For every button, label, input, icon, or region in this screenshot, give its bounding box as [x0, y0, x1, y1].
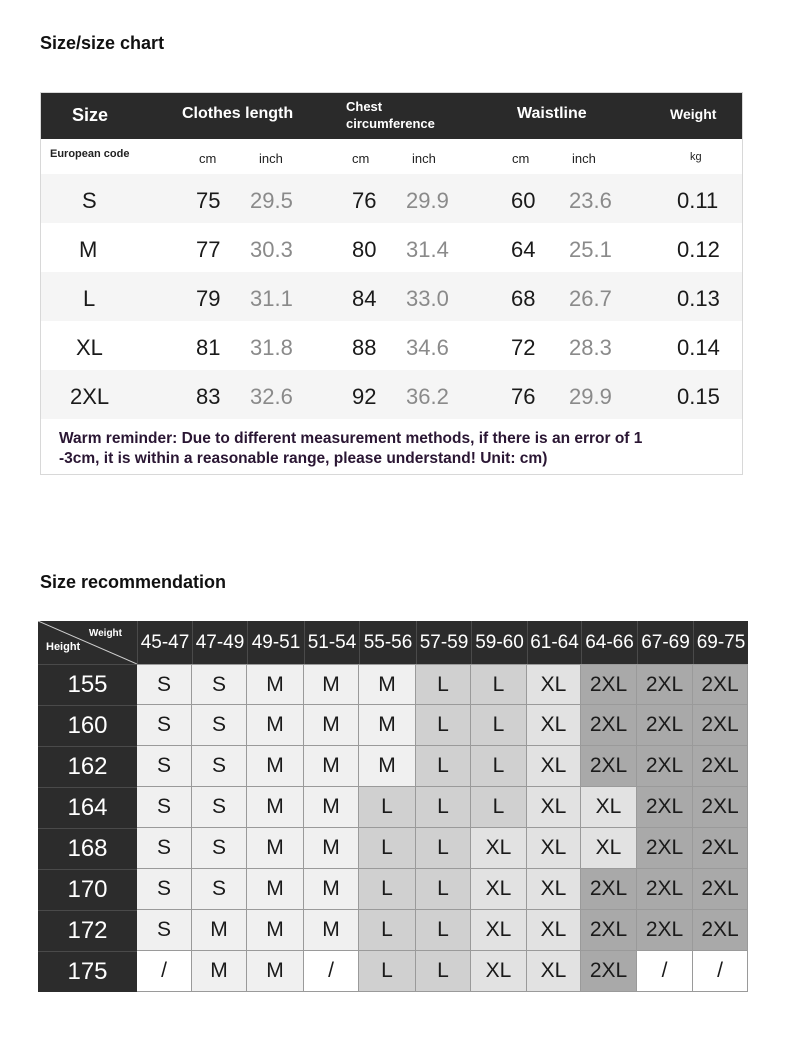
- size-chart-header: [41, 93, 742, 139]
- unit-kg: kg: [690, 151, 702, 163]
- size-recommendation-cell: M: [304, 787, 359, 828]
- size-recommendation-cell: M: [192, 910, 247, 951]
- size-recommendation-cell: /: [637, 951, 693, 992]
- chest-header-line2: circumference: [346, 116, 435, 131]
- size-recommendation-cell: L: [471, 705, 527, 746]
- size-recommendation-cell: L: [471, 746, 527, 787]
- size-recommendation-cell: 2XL: [693, 746, 748, 787]
- size-recommendation-cell: 2XL: [693, 787, 748, 828]
- size-recommendation-cell: L: [359, 910, 416, 951]
- size-recommendation-cell: XL: [527, 951, 581, 992]
- chest-cm: 76: [352, 188, 377, 213]
- weight-kg: 0.15: [677, 384, 720, 409]
- height-label: 155: [38, 664, 137, 705]
- size-recommendation-cell: 2XL: [637, 746, 693, 787]
- size-row: [41, 272, 742, 321]
- size-recommendation-cell: XL: [471, 910, 527, 951]
- waist-cm: 72: [511, 335, 536, 360]
- size-recommendation-cell: L: [416, 787, 471, 828]
- size-chart-title: Size/size chart: [40, 33, 165, 53]
- european-code-label: European code: [50, 148, 130, 160]
- size-recommendation-cell: L: [416, 910, 471, 951]
- weight-range-header: 47-49: [192, 621, 247, 664]
- weight-kg: 0.11: [677, 188, 719, 213]
- size-label: S: [82, 188, 97, 213]
- chest-inch: 33.0: [406, 286, 449, 311]
- weight-range-header: 49-51: [247, 621, 304, 664]
- size-recommendation-cell: XL: [581, 828, 637, 869]
- size-label: M: [79, 237, 98, 262]
- size-recommendation-cell: M: [304, 664, 359, 705]
- size-recommendation-cell: S: [192, 869, 247, 910]
- weight-range-header: 57-59: [416, 621, 471, 664]
- size-recommendation-cell: 2XL: [637, 910, 693, 951]
- size-recommendation-cell: 2XL: [693, 828, 748, 869]
- weight-range-header: 59-60: [471, 621, 527, 664]
- size-recommendation-cell: L: [359, 951, 416, 992]
- size-recommendation-cell: M: [247, 664, 304, 705]
- weight-range-header: 69-75: [693, 621, 748, 664]
- height-axis-label: Height: [46, 641, 81, 653]
- height-label: 160: [38, 705, 137, 746]
- size-recommendation-cell: S: [137, 869, 192, 910]
- weight-axis-label: Weight: [88, 628, 122, 639]
- size-recommendation-cell: XL: [471, 869, 527, 910]
- waist-cm: 60: [511, 188, 536, 213]
- weight-range-header: 61-64: [527, 621, 581, 664]
- size-recommendation-cell: L: [416, 705, 471, 746]
- size-recommendation-cell: M: [247, 869, 304, 910]
- size-recommendation-cell: L: [359, 787, 416, 828]
- size-recommendation-cell: S: [137, 828, 192, 869]
- chest-cm: 80: [352, 237, 377, 262]
- weight-range-header: 45-47: [137, 621, 192, 664]
- size-chart-table: [40, 92, 743, 475]
- size-recommendation-cell: 2XL: [581, 951, 637, 992]
- note-line-1: Warm reminder: Due to different measurement methods, if there is an error of 1: [59, 430, 643, 447]
- chest-inch: 36.2: [406, 384, 449, 409]
- size-recommendation-cell: M: [359, 746, 416, 787]
- size-label: 2XL: [70, 384, 110, 409]
- size-recommendation-cell: /: [304, 951, 359, 992]
- size-recommendation-cell: L: [416, 746, 471, 787]
- size-recommendation-cell: XL: [527, 664, 581, 705]
- size-recommendation-cell: XL: [527, 828, 581, 869]
- size-recommendation-cell: M: [304, 869, 359, 910]
- size-recommendation-cell: M: [247, 746, 304, 787]
- size-recommendation-cell: XL: [471, 828, 527, 869]
- size-recommendation-cell: S: [137, 746, 192, 787]
- unit-cm: cm: [352, 151, 370, 166]
- size-recommendation-cell: M: [304, 705, 359, 746]
- length-inch: 32.6: [250, 384, 293, 409]
- unit-inch: inch: [412, 151, 436, 166]
- size-recommendation-cell: 2XL: [693, 910, 748, 951]
- size-recommendation-cell: L: [471, 664, 527, 705]
- size-recommendation-cell: XL: [527, 869, 581, 910]
- size-recommendation-cell: L: [359, 869, 416, 910]
- weight-kg: 0.12: [677, 237, 720, 262]
- weight-range-header: 51-54: [304, 621, 359, 664]
- size-recommendation-cell: 2XL: [637, 869, 693, 910]
- size-recommendation-cell: 2XL: [581, 746, 637, 787]
- waist-inch: 29.9: [569, 384, 612, 409]
- height-label: 170: [38, 869, 137, 910]
- size-recommendation-cell: /: [693, 951, 748, 992]
- chest-inch: 31.4: [406, 237, 449, 262]
- size-recommendation-cell: 2XL: [581, 910, 637, 951]
- size-recommendation-cell: 2XL: [581, 664, 637, 705]
- size-row: [41, 321, 742, 370]
- size-recommendation-cell: 2XL: [581, 705, 637, 746]
- height-label: 168: [38, 828, 137, 869]
- size-recommendation-cell: M: [247, 705, 304, 746]
- size-recommendation-cell: S: [137, 910, 192, 951]
- waist-cm: 76: [511, 384, 536, 409]
- size-recommendation-cell: 2XL: [637, 828, 693, 869]
- weight-range-header: 55-56: [359, 621, 416, 664]
- length-cm: 77: [196, 237, 221, 262]
- size-recommendation-cell: M: [247, 910, 304, 951]
- size-recommendation-cell: S: [137, 705, 192, 746]
- size-recommendation-cell: S: [192, 787, 247, 828]
- size-recommendation-cell: M: [247, 951, 304, 992]
- size-recommendation-title: Size recommendation: [40, 572, 227, 592]
- size-recommendation-cell: S: [137, 787, 192, 828]
- size-recommendation-cell: M: [247, 787, 304, 828]
- size-recommendation-cell: M: [304, 910, 359, 951]
- size-recommendation-cell: XL: [527, 910, 581, 951]
- clothes-length-header: Clothes length: [182, 105, 294, 122]
- size-recommendation-cell: XL: [471, 951, 527, 992]
- size-recommendation-cell: 2XL: [693, 664, 748, 705]
- size-recommendation-cell: L: [416, 664, 471, 705]
- size-recommendation-cell: M: [247, 828, 304, 869]
- note-line-2: -3cm, it is within a reasonable range, please understand! Unit: cm): [59, 450, 548, 467]
- size-recommendation-cell: M: [359, 664, 416, 705]
- unit-inch: inch: [572, 151, 596, 166]
- size-recommendation-cell: 2XL: [693, 869, 748, 910]
- chest-inch: 29.9: [406, 188, 449, 213]
- length-inch: 30.3: [250, 237, 293, 262]
- size-recommendation-cell: XL: [527, 705, 581, 746]
- chest-cm: 84: [352, 286, 377, 311]
- weight-kg: 0.13: [677, 286, 720, 311]
- corner-header: [38, 621, 137, 664]
- size-label: XL: [76, 335, 103, 360]
- height-label: 162: [38, 746, 137, 787]
- size-row: [41, 370, 742, 419]
- unit-cm: cm: [512, 151, 530, 166]
- size-recommendation-cell: L: [416, 828, 471, 869]
- length-cm: 83: [196, 384, 221, 409]
- size-label: L: [83, 286, 96, 311]
- size-recommendation-cell: M: [359, 705, 416, 746]
- size-recommendation-cell: L: [359, 828, 416, 869]
- length-inch: 29.5: [250, 188, 293, 213]
- length-inch: 31.1: [250, 286, 293, 311]
- weight-kg: 0.14: [677, 335, 720, 360]
- length-inch: 31.8: [250, 335, 293, 360]
- length-cm: 81: [196, 335, 221, 360]
- size-recommendation-grid: [38, 621, 748, 992]
- size-recommendation-cell: S: [192, 664, 247, 705]
- size-recommendation-cell: /: [137, 951, 192, 992]
- warm-reminder-note: [59, 429, 729, 469]
- size-recommendation-cell: 2XL: [637, 787, 693, 828]
- size-recommendation-cell: S: [192, 705, 247, 746]
- weight-range-header: 64-66: [581, 621, 637, 664]
- chest-cm: 92: [352, 384, 377, 409]
- weight-header: Weight: [670, 106, 717, 122]
- size-recommendation-cell: S: [192, 828, 247, 869]
- waist-inch: 25.1: [569, 237, 612, 262]
- size-recommendation-cell: L: [416, 869, 471, 910]
- height-label: 164: [38, 787, 137, 828]
- size-recommendation-cell: 2XL: [637, 705, 693, 746]
- waist-cm: 64: [511, 237, 536, 262]
- waist-inch: 26.7: [569, 286, 612, 311]
- waist-cm: 68: [511, 286, 536, 311]
- height-label: 172: [38, 910, 137, 951]
- size-recommendation-cell: L: [416, 951, 471, 992]
- size-recommendation-cell: S: [192, 746, 247, 787]
- size-recommendation-cell: M: [304, 828, 359, 869]
- size-row: [41, 223, 742, 272]
- length-cm: 79: [196, 286, 221, 311]
- size-recommendation-cell: 2XL: [693, 705, 748, 746]
- height-label: 175: [38, 951, 137, 992]
- weight-range-header: 67-69: [637, 621, 693, 664]
- unit-inch: inch: [259, 151, 283, 166]
- waist-inch: 23.6: [569, 188, 612, 213]
- size-recommendation-cell: XL: [581, 787, 637, 828]
- size-recommendation-cell: M: [192, 951, 247, 992]
- size-row: [41, 174, 742, 223]
- size-recommendation-cell: S: [137, 664, 192, 705]
- unit-cm: cm: [199, 151, 217, 166]
- waist-inch: 28.3: [569, 335, 612, 360]
- size-recommendation-cell: 2XL: [581, 869, 637, 910]
- size-recommendation-cell: XL: [527, 787, 581, 828]
- chest-cm: 88: [352, 335, 377, 360]
- chest-inch: 34.6: [406, 335, 449, 360]
- size-recommendation-cell: M: [304, 746, 359, 787]
- size-recommendation-cell: XL: [527, 746, 581, 787]
- waistline-header: Waistline: [517, 105, 587, 122]
- size-recommendation-cell: L: [471, 787, 527, 828]
- size-recommendation-cell: 2XL: [637, 664, 693, 705]
- size-header: Size: [72, 105, 109, 125]
- length-cm: 75: [196, 188, 221, 213]
- chest-header-line1: Chest: [346, 99, 383, 114]
